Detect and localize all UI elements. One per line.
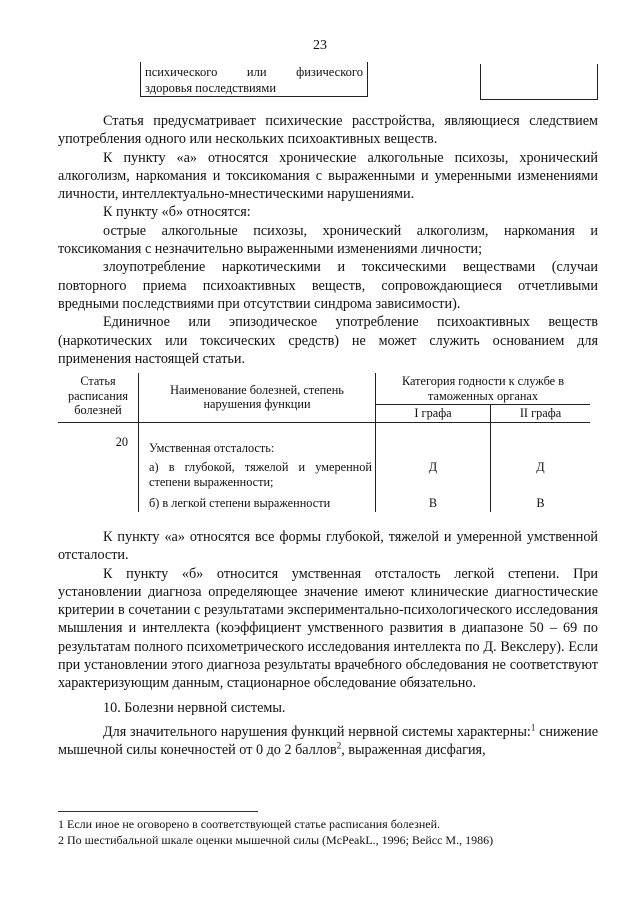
row-a-text: а) в глубокой, тяжелой и умеренной степени выраженности;	[139, 456, 376, 490]
paragraph-part: , выраженная дисфагия,	[341, 742, 486, 759]
paragraph: К пункту «а» относятся все формы глубокой, тяжелой и умеренной умственной отсталости.	[58, 529, 598, 564]
table-row	[58, 490, 590, 512]
fragment-word-1: психического	[145, 65, 218, 79]
footnote-ref: 2	[336, 740, 342, 751]
paragraph: злоупотребление наркотическими и токсическими веществами (случаи повторного приема психоактивных веществ, сопровождающиеся отчетливыми вредными последствиями при отсутствии синдрома зависимости).	[58, 259, 598, 312]
footnotes	[58, 816, 598, 848]
continued-table-empty-cell	[480, 64, 598, 100]
row-a-col2: Д	[536, 460, 545, 474]
fragment-line-2: здоровья последствиями	[145, 81, 277, 95]
paragraph-part: снижение мышечной силы конечностей от 0 до 2 баллов	[58, 723, 598, 759]
header-col-2: II графа	[491, 405, 591, 423]
paragraph: К пункту «б» относятся:	[103, 204, 251, 221]
table-header-row	[58, 373, 590, 405]
table-row	[58, 422, 590, 456]
paragraph: К пункту «б» относится умственная отсталость легкой степени. При установлении диагноза определяющее значение имеют клинические диагностические критерии в сочетании с результатами экспериментально-психологического исследования мышления и интеллекта (коэффициент умственного развития в диапазоне 50 – 69 по результатам полного психометрического исследования интеллекта по Д. Векслеру). Если при установлении этого диагноза результаты врачебного обследования не соответствуют характеризующим данным, стационарное обследование обязательно.	[58, 565, 598, 692]
footnote: 2 По шестибальной шкале оценки мышечной силы (McPeakL., 1996; Вейсс М., 1986)	[58, 833, 494, 847]
table-row	[58, 456, 590, 490]
footnote: 1 Если иное не оговорено в соответствующей статье расписания болезней.	[58, 817, 441, 831]
footnote-separator	[58, 811, 258, 812]
article-number: 20	[58, 422, 139, 456]
row-b-col2: В	[536, 496, 545, 510]
paragraph-part: Для значительного нарушения функций нервной системы характерны:	[103, 723, 531, 740]
disease-title: Умственная отсталость:	[139, 422, 376, 456]
fragment-word-3: физического	[296, 65, 363, 79]
fragment-line-1	[145, 64, 363, 80]
paragraph: Статья предусматривает психические расстройства, являющиеся следствием употребления одного или нескольких психоактивных веществ.	[58, 113, 598, 148]
paragraph: К пункту «а» относятся хронические алкогольные психозы, хронический алкоголизм, наркомания и токсикомания с выраженными и умеренными изменениями личности, интеллектуально-мнестическими нарушениями.	[58, 149, 598, 203]
after-table-section	[58, 528, 598, 760]
row-a-col1: Д	[376, 456, 491, 490]
section-heading: 10. Болезни нервной системы.	[103, 699, 286, 716]
page-number: 23	[313, 38, 327, 53]
paragraph: острые алкогольные психозы, хронический алкоголизм, наркомания и токсикомания с незначительно выраженными изменениями личности;	[58, 222, 598, 258]
intro-section	[58, 112, 598, 368]
header-article: Статья расписания болезней	[58, 373, 139, 422]
row-b-col1: В	[376, 490, 491, 512]
header-category: Категория годности к службе в таможенных органах	[376, 373, 591, 405]
fragment-word-2: или	[246, 65, 267, 79]
continued-table-fragment	[140, 62, 368, 97]
row-b-text: б) в легкой степени выраженности	[139, 490, 376, 512]
header-col-1: I графа	[376, 405, 491, 423]
disease-table	[58, 373, 590, 512]
paragraph: Единичное или эпизодическое употребление психоактивных веществ (наркотических или токсических средств) не может служить основанием для применения настоящей статьи.	[58, 314, 598, 367]
header-name: Наименование болезней, степень нарушения функции	[139, 373, 376, 422]
footnote-ref: 1	[530, 722, 536, 733]
paragraph	[58, 723, 598, 760]
